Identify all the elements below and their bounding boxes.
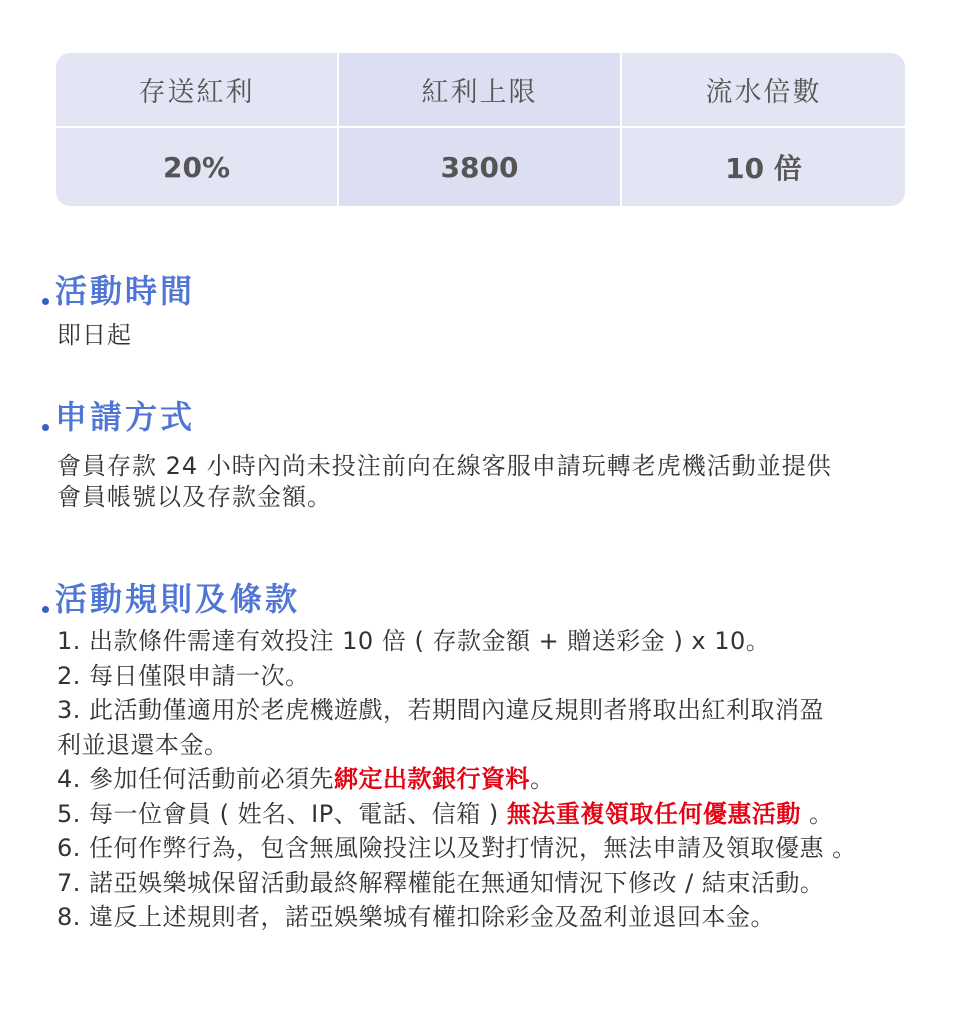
- rule-item-5-end: 。: [800, 799, 834, 828]
- rule-item-3: [57, 693, 937, 762]
- rule-item-4: [57, 762, 937, 797]
- table-header-bonus-limit: 紅利上限: [339, 53, 622, 128]
- rule-item-4-highlight: 綁定出款銀行資料: [334, 765, 531, 793]
- section-title-rules: [42, 574, 300, 620]
- rule-item-5: [57, 797, 937, 832]
- rule-item-5-highlight: 無法重複領取任何優惠活動: [506, 799, 801, 828]
- table-value-turnover: 10 倍: [725, 152, 802, 185]
- rule-item-4-end: 。: [530, 765, 555, 793]
- section-title-rules-text: 活動規則及條款: [55, 580, 301, 618]
- apply-content: [57, 451, 917, 513]
- table-value-bonus-limit: 3800: [339, 128, 622, 206]
- apply-line-2: 會員帳號以及存款金額。: [57, 483, 332, 511]
- rule-item-5-text: 5. 每一位會員 ( 姓名、IP、電話、信箱 ): [57, 799, 507, 828]
- rule-item-2: 2. 每日僅限申請一次。: [57, 661, 310, 690]
- section-title-time-text: 活動時間: [55, 272, 196, 310]
- rule-item-1: 1. 出款條件需達有效投注 10 倍 ( 存款金額 + 贈送彩金 ) x 10。: [57, 627, 771, 655]
- rules-list: [57, 624, 937, 935]
- bonus-table: [56, 53, 905, 206]
- table-header-turnover: 流水倍數: [622, 53, 905, 128]
- section-title-apply-text: 申請方式: [55, 398, 196, 436]
- bullet-dot-icon: [42, 424, 49, 431]
- bullet-dot-icon: [42, 298, 49, 305]
- rule-item-6: 6. 任何作弊行為，包含無風險投注以及對打情況，無法申請及領取優惠 。: [57, 834, 857, 862]
- rule-item-8: 8. 違反上述規則者，諾亞娛樂城有權扣除彩金及盈利並退回本金。: [57, 903, 776, 931]
- rule-item-3-line-2: 利並退還本金。: [57, 730, 229, 759]
- section-title-time: [42, 266, 195, 312]
- bullet-dot-icon: [42, 606, 49, 613]
- table-header-bonus: 存送紅利: [56, 53, 339, 128]
- apply-line-1: 會員存款 24 小時內尚未投注前向在線客服申請玩轉老虎機活動並提供: [57, 452, 832, 480]
- table-value-bonus: 20%: [56, 128, 339, 206]
- rule-item-7: 7. 諾亞娛樂城保留活動最終解釋權能在無通知情況下修改 / 結束活動。: [57, 868, 825, 897]
- rule-item-3-line-1: 3. 此活動僅適用於老虎機遊戲，若期間內違反規則者將取出紅利取消盈: [57, 696, 825, 724]
- section-title-apply: [42, 392, 195, 438]
- time-content: 即日起: [57, 321, 132, 349]
- rule-item-4-text: 4. 參加任何活動前必須先: [57, 765, 335, 793]
